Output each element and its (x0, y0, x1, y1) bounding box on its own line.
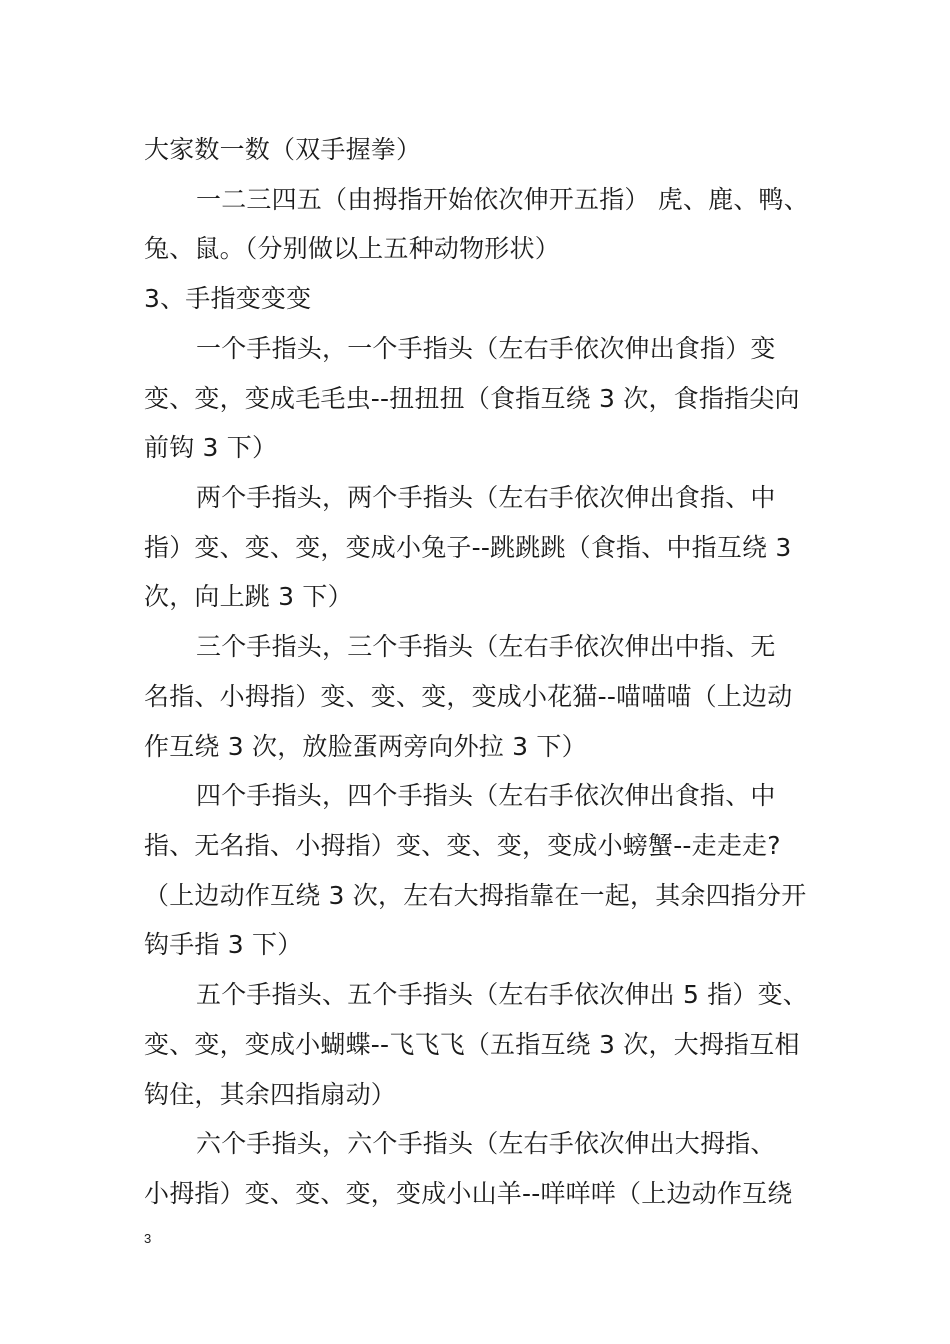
text-line: 兔、鼠。（分别做以上五种动物形状） (144, 234, 560, 263)
section-heading: 3、手指变变变 (144, 284, 312, 313)
text-line: 四个手指头，四个手指头（左右手依次伸出食指、中 (196, 781, 776, 810)
text-line: 一二三四五（由拇指开始依次伸开五指） 虎、鹿、鸭、 (196, 185, 809, 214)
text-line: 钩住，其余四指扇动） (144, 1080, 397, 1109)
text-line: 钩手指 3 下） (144, 930, 303, 959)
text-line: 次，向上跳 3 下） (144, 582, 353, 611)
text-line: 变、变，变成毛毛虫--扭扭扭（食指互绕 3 次，食指指尖向 (144, 384, 800, 413)
text-line: 五个手指头、五个手指头（左右手依次伸出 5 指）变、 (196, 980, 809, 1009)
text-line: 指、无名指、小拇指）变、变、变，变成小螃蟹--走走走? (144, 831, 781, 860)
text-line: 指）变、变、变，变成小兔子--跳跳跳（食指、中指互绕 3 (144, 533, 792, 562)
text-line: 作互绕 3 次，放脸蛋两旁向外拉 3 下） (144, 732, 587, 761)
text-line: 三个手指头，三个手指头（左右手依次伸出中指、无 (196, 632, 776, 661)
text-line: 前钩 3 下） (144, 433, 278, 462)
text-line: 名指、小拇指）变、变、变，变成小花猫--喵喵喵（上边动 (144, 682, 793, 711)
text-line: 小拇指）变、变、变，变成小山羊--咩咩咩（上边动作互绕 (144, 1179, 793, 1208)
page-number: 3 (144, 1231, 152, 1246)
text-line: 一个手指头，一个手指头（左右手依次伸出食指）变 (196, 334, 776, 363)
text-line: （上边动作互绕 3 次，左右大拇指靠在一起，其余四指分开 (144, 881, 807, 910)
text-line: 六个手指头，六个手指头（左右手依次伸出大拇指、 (196, 1129, 776, 1158)
text-line: 变、变，变成小蝴蝶--飞飞飞（五指互绕 3 次，大拇指互相 (144, 1030, 800, 1059)
text-line: 两个手指头，两个手指头（左右手依次伸出食指、中 (196, 483, 776, 512)
text-line: 大家数一数（双手握拳） (144, 135, 422, 164)
